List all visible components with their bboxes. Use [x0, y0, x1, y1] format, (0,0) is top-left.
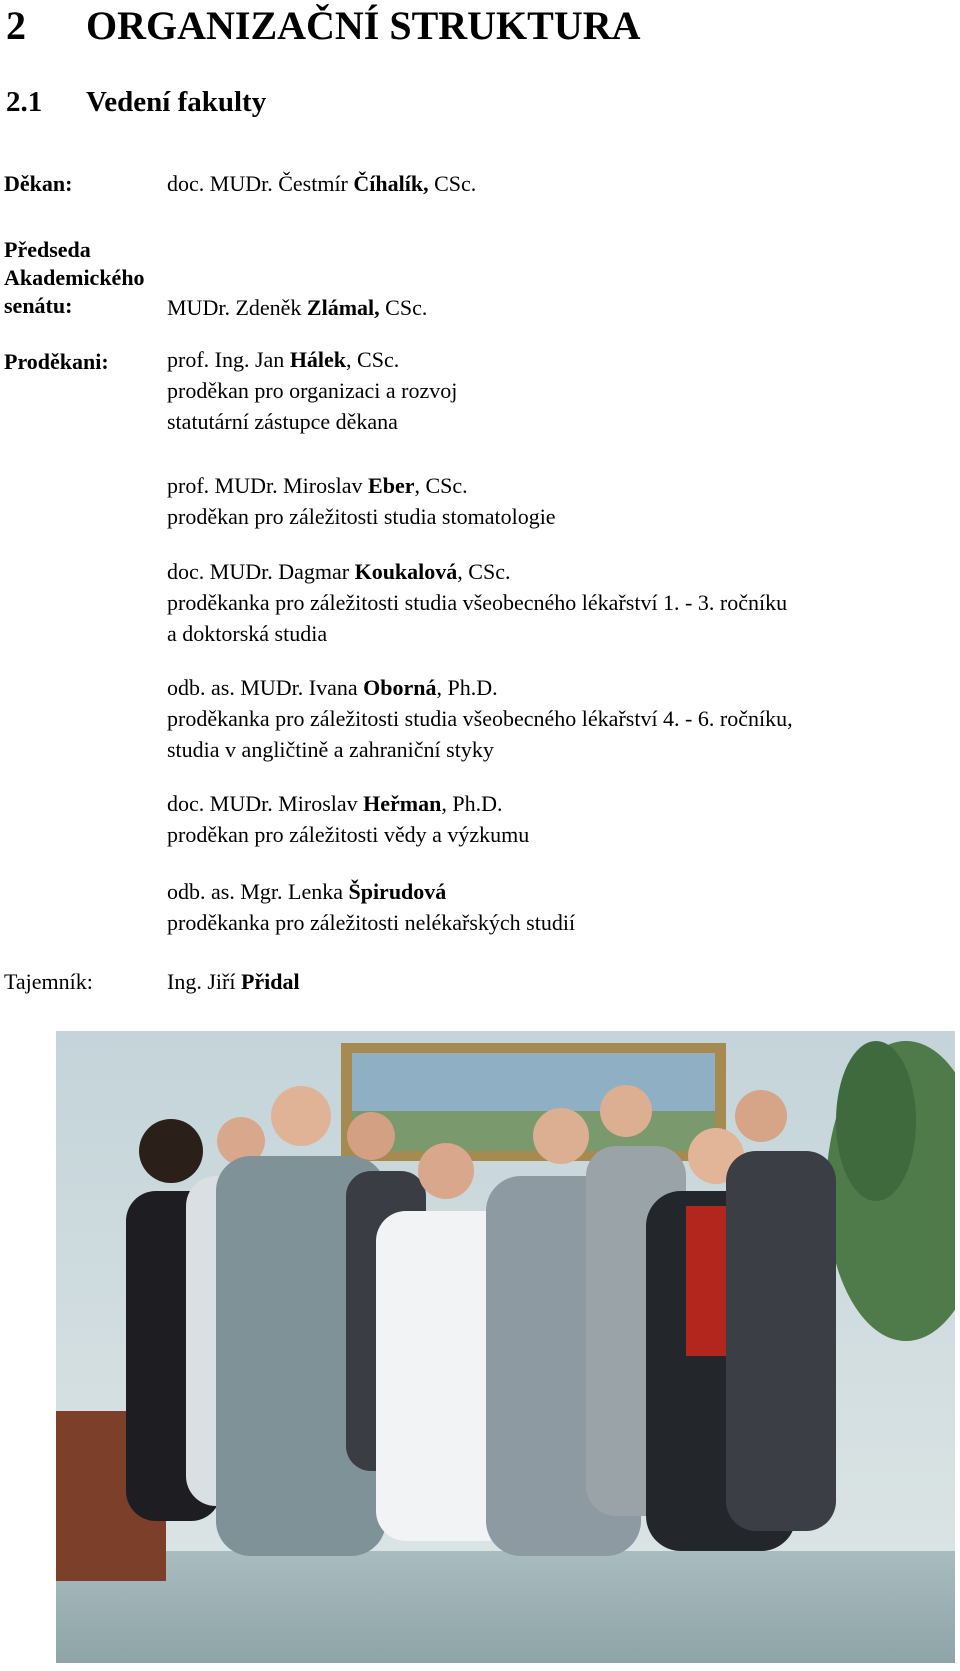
vice-dean-name: doc. MUDr. Dagmar Koukalová, CSc. — [167, 559, 511, 584]
senate-chair-label — [4, 236, 145, 320]
senate-chair-entry — [167, 292, 427, 323]
vice-dean-name: prof. Ing. Jan Hálek, CSc. — [167, 347, 400, 372]
vice-deans-label: Proděkani: — [4, 349, 109, 374]
vice-dean-name: odb. as. MUDr. Ivana Oborná, Ph.D. — [167, 675, 498, 700]
vice-dean-role: statutární zástupce děkana — [167, 409, 398, 434]
vice-dean-entry — [167, 470, 556, 532]
section-number: 2 — [6, 3, 26, 48]
vice-dean-entry — [167, 788, 529, 850]
group-photo-illustration — [56, 1031, 955, 1663]
vice-dean-entry — [167, 672, 793, 765]
dean-label: Děkan: — [4, 171, 73, 196]
vice-dean-entry — [167, 556, 787, 649]
subsection-heading — [6, 86, 266, 119]
secretary-label: Tajemník: — [4, 969, 93, 994]
vice-dean-role: a doktorská studia — [167, 621, 328, 646]
vice-dean-entry — [167, 344, 457, 437]
dean-prefix: doc. MUDr. Čestmír — [167, 171, 354, 196]
vice-dean-role: proděkanka pro záležitosti studia všeobecného lékařství 4. - 6. ročníku, — [167, 706, 793, 731]
vice-dean-role: proděkanka pro záležitosti studia všeobecného lékařství 1. - 3. ročníku — [167, 590, 788, 615]
vice-dean-entry — [167, 876, 575, 938]
senate-chair-suffix: CSc. — [379, 295, 428, 320]
dean-entry — [167, 168, 476, 199]
section-heading — [6, 2, 641, 49]
group-photo — [56, 1031, 955, 1663]
secretary-prefix: Ing. Jiří — [167, 969, 241, 994]
vice-dean-name: odb. as. Mgr. Lenka Špirudová — [167, 879, 447, 904]
vice-dean-role: proděkanka pro záležitosti nelékařských studií — [167, 910, 576, 935]
dean-surname: Číhalík, — [353, 171, 429, 196]
senate-chair-prefix: MUDr. Zdeněk — [167, 295, 307, 320]
vice-dean-role: proděkan pro záležitosti vědy a výzkumu — [167, 822, 530, 847]
senate-chair-label-line3: senátu: — [4, 293, 73, 318]
section-title: ORGANIZAČNÍ STRUKTURA — [86, 3, 641, 48]
vice-dean-role: proděkan pro organizaci a rozvoj — [167, 378, 458, 403]
subsection-title: Vedení fakulty — [86, 86, 267, 118]
secretary-entry — [167, 966, 300, 997]
vice-dean-role: studia v angličtině a zahraniční styky — [167, 737, 494, 762]
senate-chair-surname: Zlámal, — [306, 295, 380, 320]
vice-dean-name: prof. MUDr. Miroslav Eber, CSc. — [167, 473, 468, 498]
subsection-number: 2.1 — [6, 86, 43, 118]
vice-dean-role: proděkan pro záležitosti studia stomatologie — [167, 504, 556, 529]
vice-dean-name: doc. MUDr. Miroslav Heřman, Ph.D. — [167, 791, 503, 816]
senate-chair-label-line1: Předseda — [4, 237, 91, 262]
secretary-surname: Přidal — [240, 969, 300, 994]
dean-suffix: CSc. — [428, 171, 477, 196]
senate-chair-label-line2: Akademického — [4, 265, 145, 290]
